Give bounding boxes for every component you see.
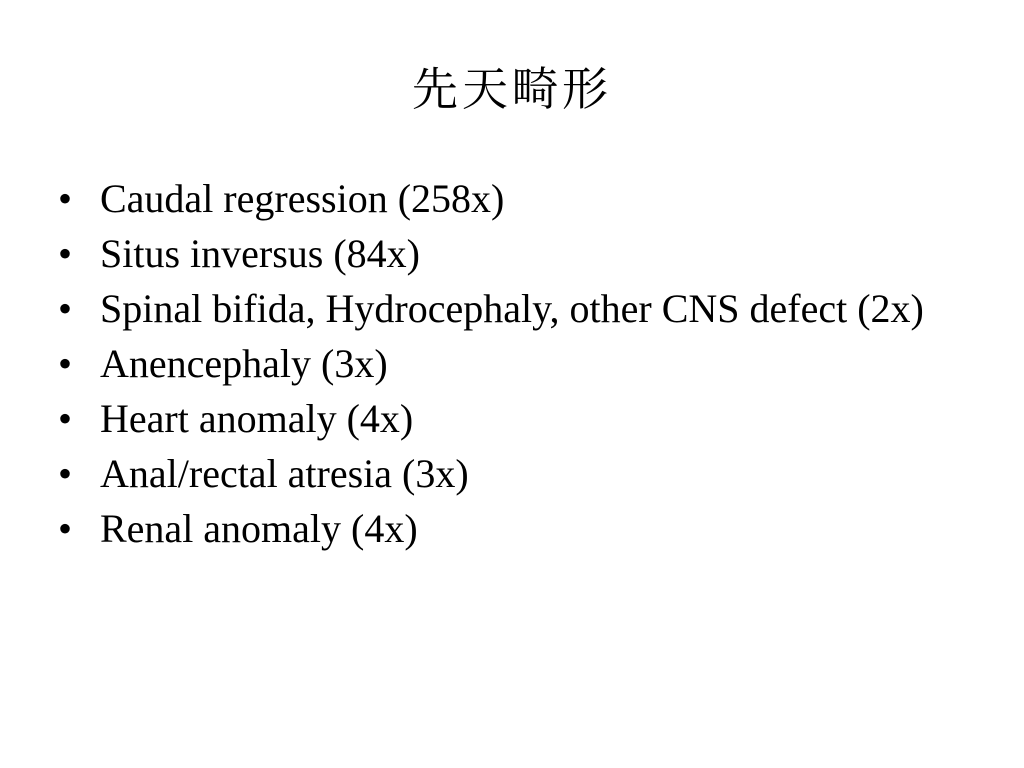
- list-item: [58, 508, 938, 550]
- bullet-text: Anencephaly (3x): [100, 341, 388, 386]
- bullet-icon: •: [58, 176, 73, 221]
- bullet-text: Anal/rectal atresia (3x): [100, 451, 469, 496]
- bullet-text: Situs inversus (84x): [100, 231, 420, 276]
- list-item: [58, 178, 938, 220]
- bullet-icon: •: [58, 396, 73, 441]
- bullet-text: Renal anomaly (4x): [100, 506, 418, 551]
- bullet-icon: •: [58, 286, 73, 331]
- bullet-text: Caudal regression (258x): [100, 176, 505, 221]
- slide-title: 先天畸形: [412, 62, 612, 116]
- bullet-text: Spinal bifida, Hydrocephaly, other CNS defect (2x): [100, 286, 924, 331]
- bullet-icon: •: [58, 341, 73, 386]
- list-item: [58, 233, 938, 275]
- list-item: [58, 398, 938, 440]
- bullet-icon: •: [58, 451, 73, 496]
- list-item: [58, 343, 938, 385]
- bullet-icon: •: [58, 231, 73, 276]
- list-item: [58, 453, 938, 495]
- bullet-text: Heart anomaly (4x): [100, 396, 414, 441]
- list-item: [58, 288, 938, 330]
- bullet-list: [58, 178, 938, 563]
- bullet-icon: •: [58, 506, 73, 551]
